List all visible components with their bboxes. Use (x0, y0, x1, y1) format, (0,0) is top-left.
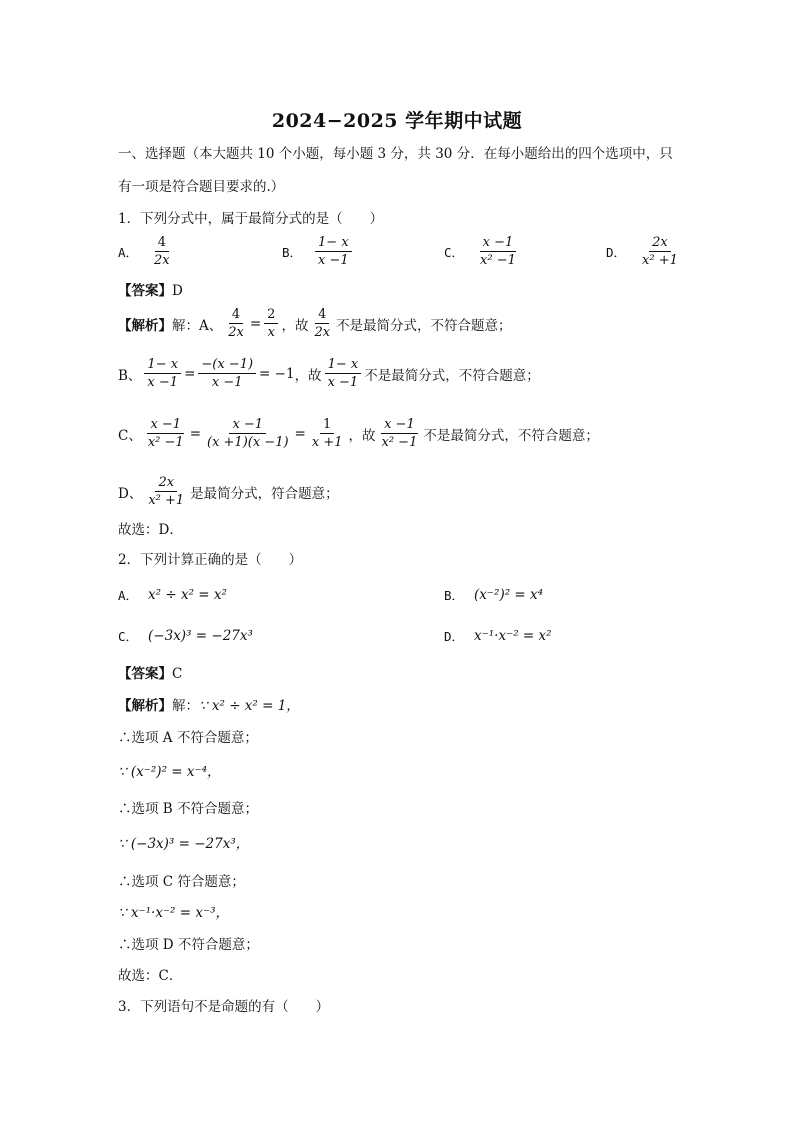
q1-analysis-d (118, 474, 339, 509)
fraction: $\frac{1- x}{x -1}$ (315, 234, 352, 269)
fraction: $\frac{4}{2x}$ (154, 235, 170, 268)
option-label: C． (444, 244, 465, 260)
answer-value: C (172, 666, 183, 682)
option-label: B． (282, 244, 303, 260)
q2-analysis-l6: ∴选项 C 符合题意； (118, 874, 245, 890)
jie-text: 解： (172, 698, 199, 714)
option-expr: x⁻¹·x⁻² = x² (474, 628, 552, 644)
fraction: $\frac{1- x}{x -1}$ (144, 356, 181, 391)
q2-option-d (444, 627, 552, 645)
q2-analysis-l4: ∴选项 B 不符合题意； (118, 801, 259, 817)
q2-analysis-l8: ∴选项 D 不符合题意； (118, 937, 259, 953)
fraction: $\frac{2x}{\text{x² +1}}$ (148, 475, 185, 508)
answer-tag: 【答案】 (118, 666, 172, 682)
analysis-tag: 【解析】 (118, 317, 172, 334)
fraction: $\frac{x -1}{\text{x² −1}}$ (480, 235, 516, 268)
gu-text: ，故 (281, 317, 309, 334)
equation-text: = −1 (259, 365, 295, 382)
case-prefix: A、 (199, 317, 223, 334)
fraction: $\frac{4}{2x}$ (314, 307, 331, 340)
fraction: $\frac{2}{x}$ (264, 306, 278, 341)
answer-tag: 【答案】 (118, 283, 172, 299)
q2-option-a (118, 586, 227, 604)
option-label: B． (444, 588, 465, 603)
q2-stem: 2．下列计算正确的是（ ） (118, 552, 303, 568)
q2-analysis-l2: ∴选项 A 不符合题意； (118, 730, 258, 746)
jie-text: 解： (172, 317, 199, 334)
analysis-tag: 【解析】 (118, 698, 172, 714)
analysis-text: ∵ x² ÷ x² = 1， (199, 698, 300, 714)
case-prefix: D、 (118, 485, 143, 502)
conclusion-text: 是最简分式，符合题意； (190, 485, 339, 502)
option-expr: (x⁻²)² = x⁴ (474, 587, 544, 603)
q3-stem: 3．下列语句不是命题的有（ ） (118, 999, 330, 1015)
option-expr: (−3x)³ = −27x³ (148, 628, 253, 644)
fraction: $\frac{4}{2x}$ (228, 307, 244, 340)
conclusion-text: 不是最简分式，不符合题意； (423, 427, 599, 444)
q1-analysis-c: C、 $\frac{x -1}{\text{x² −1}}$ = $\frac{x -1}{(x +1)(x -1)}$ = $\frac{1}{x +1}$ ，故 $\frac{x -1}{\text{x² −1}}$ 不是最简分式，不符合题意； (118, 417, 599, 450)
section-intro-line2: 有一项是符合题目要求的.） (118, 179, 285, 195)
q2-option-c (118, 627, 253, 645)
q2-analysis-l3: ∵ (x⁻²)² = x⁻⁴， (118, 764, 221, 780)
conclusion-text: 不是最简分式，不符合题意； (364, 367, 540, 384)
fraction: $\frac{1- x}{x -1}$ (325, 356, 362, 391)
q2-analysis-l7: ∵ x⁻¹·x⁻² = x⁻³， (118, 905, 230, 921)
page-title: 2024−2025 学年期中试题 (271, 110, 523, 132)
q1-analysis-a: 【解析】 解： A、 $\frac{4}{2x}$ = $\frac{2}{x}$ ，故 $\frac{4}{2x}$ 不是最简分式，不符合题意； (118, 307, 512, 340)
fraction: $\frac{x -1}{\text{x² −1}}$ (147, 417, 184, 450)
q2-choose: 故选：C． (118, 968, 183, 984)
q1-stem: 1．下列分式中，属于最简分式的是（ ） (118, 211, 384, 227)
q2-analysis-l1 (118, 696, 300, 716)
fraction: $\frac{-(x -1)}{x -1}$ (198, 356, 256, 391)
q1-analysis-b: B、 $\frac{1- x}{x -1}$ = $\frac{-(x -1)}{x -1}$ = −1 ，故 $\frac{1- x}{x -1}$ 不是最简分式，不符合题意； (118, 357, 540, 390)
q2-answer (118, 664, 182, 684)
fraction: $\frac{1}{x +1}$ (311, 417, 343, 450)
option-label: A． (118, 588, 139, 603)
gu-text: ，故 (348, 427, 376, 444)
option-label: C． (118, 629, 139, 644)
q1-option-b (282, 234, 355, 269)
gu-text: ，故 (294, 367, 322, 384)
q1-option-a (118, 234, 176, 269)
option-label: D． (606, 244, 627, 260)
q1-option-c (444, 234, 522, 269)
fraction: $\frac{2x}{\text{x² +1}}$ (642, 235, 678, 268)
q1-option-d (606, 234, 684, 269)
answer-value: D (172, 283, 183, 299)
q2-option-b (444, 586, 543, 604)
conclusion-text: 不是最简分式，不符合题意； (336, 317, 512, 334)
fraction: $\frac{x -1}{\text{x² −1}}$ (381, 417, 418, 450)
fraction: $\frac{x -1}{(x +1)(x -1)}$ (207, 417, 289, 450)
q1-answer (118, 281, 183, 301)
q2-analysis-l5: ∵ (−3x)³ = −27x³， (118, 836, 250, 852)
option-label: A． (118, 244, 139, 260)
case-prefix: C、 (118, 427, 142, 444)
option-expr: x² ÷ x² = x² (148, 587, 227, 603)
case-prefix: B、 (118, 367, 142, 384)
q1-choose: 故选：D． (118, 522, 183, 538)
section-intro-line1: 一、选择题（本大题共 10 个小题，每小题 3 分，共 30 分．在每小题给出的四个选项中，只 (118, 146, 673, 162)
option-label: D． (444, 629, 465, 644)
